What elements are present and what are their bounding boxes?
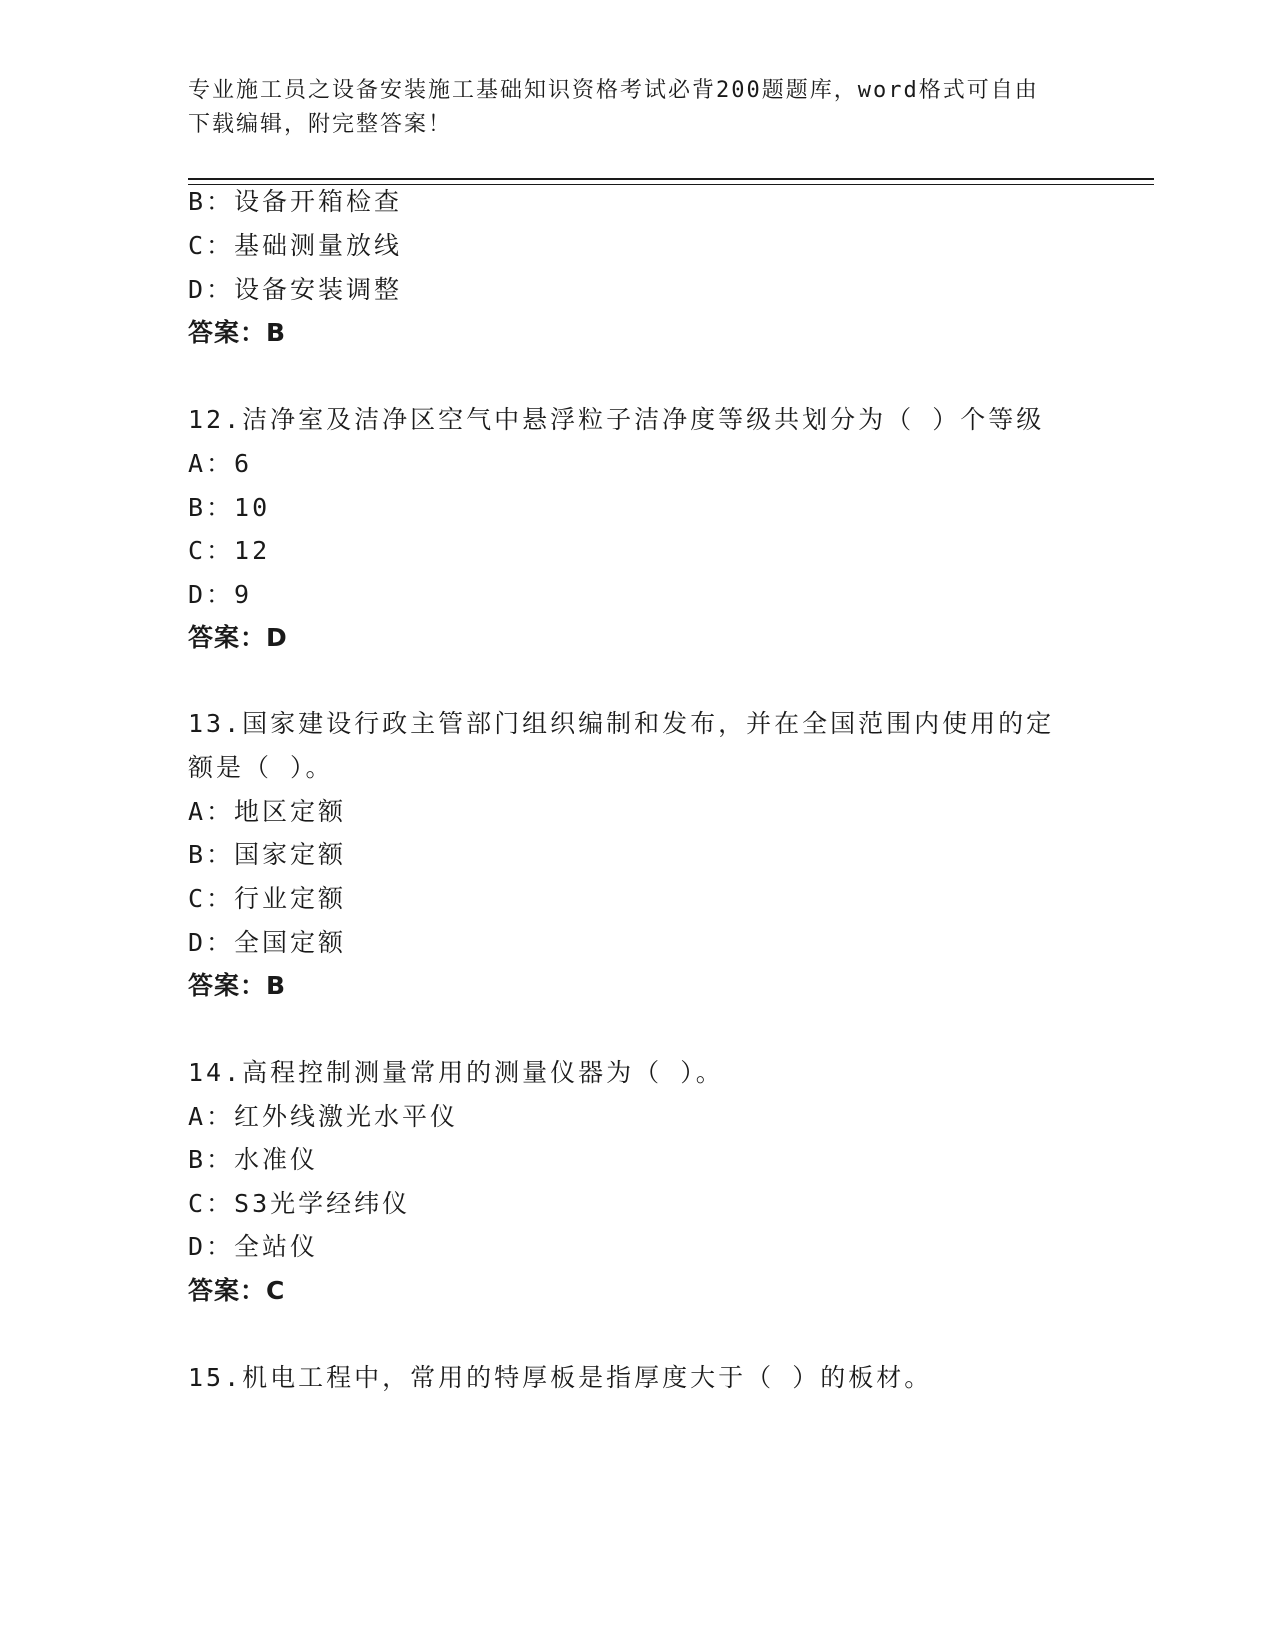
q13-answer: 答案：B [188,971,287,1000]
header-rule-thin [188,184,1154,185]
document-header [188,74,1088,142]
q14-option-b: B：水准仪 [188,1145,319,1174]
q13-stem-line-1: 13.国家建设行政主管部门组织编制和发布，并在全国范围内使用的定 [188,709,1055,738]
q14-option-d: D：全站仪 [188,1232,319,1261]
q14-option-a: A：红外线激光水平仪 [188,1102,459,1131]
q11-answer: 答案：B [188,318,287,347]
q13-option-c: C：行业定额 [188,884,347,913]
q12-option-a: A：6 [188,449,253,478]
q11-option-c: C：基础测量放线 [188,231,403,260]
q12-stem: 12.洁净室及洁净区空气中悬浮粒子洁净度等级共划分为（ ）个等级 [188,405,1045,434]
q13-option-b: B：国家定额 [188,840,347,869]
q12-option-d: D：9 [188,580,253,609]
q15-stem: 15.机电工程中，常用的特厚板是指厚度大于（ ）的板材。 [188,1363,933,1392]
q12-option-c: C：12 [188,536,271,565]
q14-answer: 答案：C [188,1276,286,1305]
q11-option-d: D：设备安装调整 [188,275,403,304]
q11-option-b: B：设备开箱检查 [188,187,403,216]
q12-answer: 答案：D [188,623,288,652]
header-rule-thick [188,178,1154,180]
q14-stem: 14.高程控制测量常用的测量仪器为（ ）。 [188,1058,724,1087]
q13-stem-line-2: 额是（ ）。 [188,753,334,782]
header-line-2: 下载编辑，附完整答案！ [188,112,453,137]
q13-option-a: A：地区定额 [188,797,347,826]
q13-option-d: D：全国定额 [188,928,347,957]
header-line-1: 专业施工员之设备安装施工基础知识资格考试必背200题题库，word格式可自由 [188,78,1039,103]
q14-option-c: C：S3光学经纬仪 [188,1189,411,1218]
q12-option-b: B：10 [188,493,271,522]
